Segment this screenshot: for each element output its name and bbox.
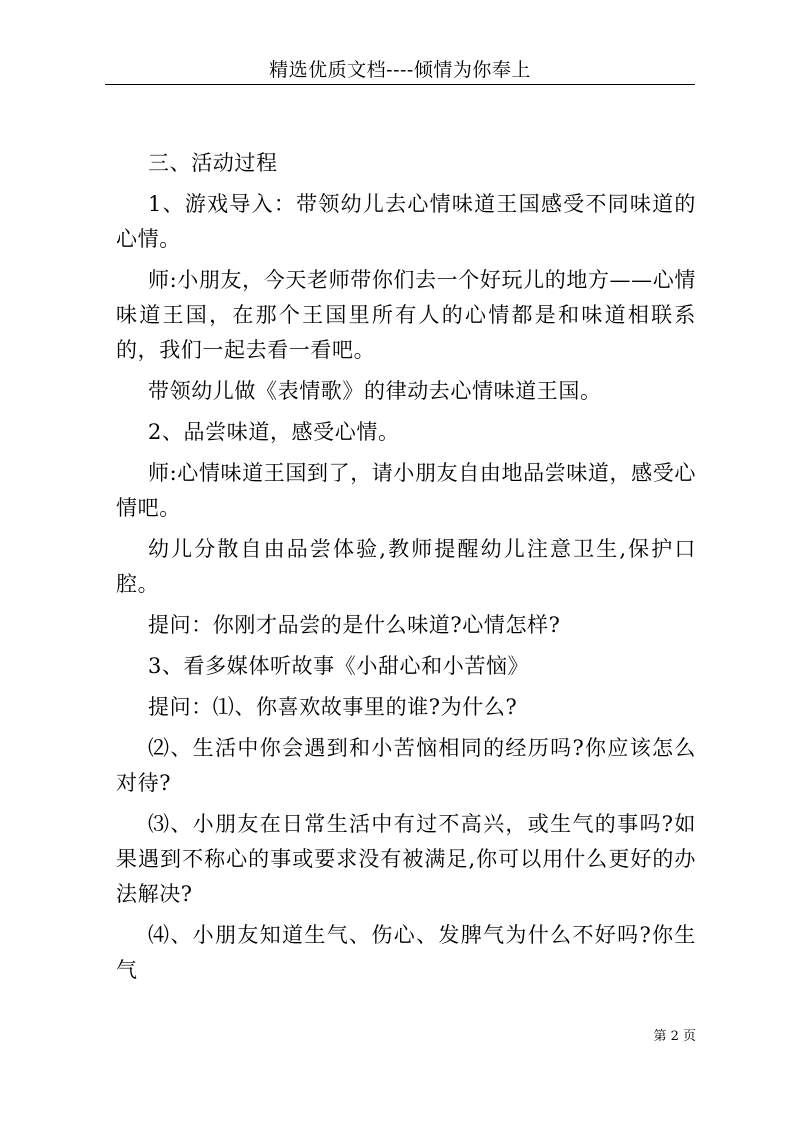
- body-paragraph: 提问：你刚才品尝的是什么味道?心情怎样?: [148, 613, 561, 637]
- body-paragraph: 1、游戏导入：带领幼儿去心情味道王国感受不同味道的心情。: [116, 192, 696, 251]
- body-paragraph: ⑵、生活中你会遇到和小苦恼相同的经历吗?你应该怎么对待?: [116, 736, 696, 795]
- body-paragraph: ⑶、小朋友在日常生活中有过不高兴，或生气的事吗?如果遇到不称心的事或要求没有被满足,你可以用什么更好的办法解决?: [116, 812, 696, 906]
- body-paragraph: 3、看多媒体听故事《小甜心和小苦恼》: [148, 654, 530, 678]
- body-paragraph: ⑷、小朋友知道生气、伤心、发脾气为什么不好吗?你生气: [116, 923, 696, 982]
- body-paragraph: 师:心情味道王国到了，请小朋友自由地品尝味道，感受心情吧。: [116, 461, 696, 520]
- page-header-title: 精选优质文档----倾情为你奉上: [269, 59, 531, 81]
- document-body: [116, 146, 696, 988]
- page-number: 第 2 页: [653, 1029, 696, 1044]
- section-heading: 三、活动过程: [148, 151, 278, 175]
- body-paragraph: 师:小朋友，今天老师带你们去一个好玩儿的地方——心情味道王国，在那个王国里所有人的心情都是和味道相联系的，我们一起去看一看吧。: [116, 268, 696, 362]
- body-paragraph: 幼儿分散自由品尝体验,教师提醒幼儿注意卫生,保护口腔。: [116, 537, 696, 596]
- body-paragraph: 提问：⑴、你喜欢故事里的谁?为什么?: [148, 695, 518, 719]
- body-paragraph: 带领幼儿做《表情歌》的律动去心情味道王国。: [148, 379, 602, 403]
- header-divider: [105, 84, 695, 85]
- body-paragraph: 2、品尝味道，感受心情。: [148, 420, 400, 444]
